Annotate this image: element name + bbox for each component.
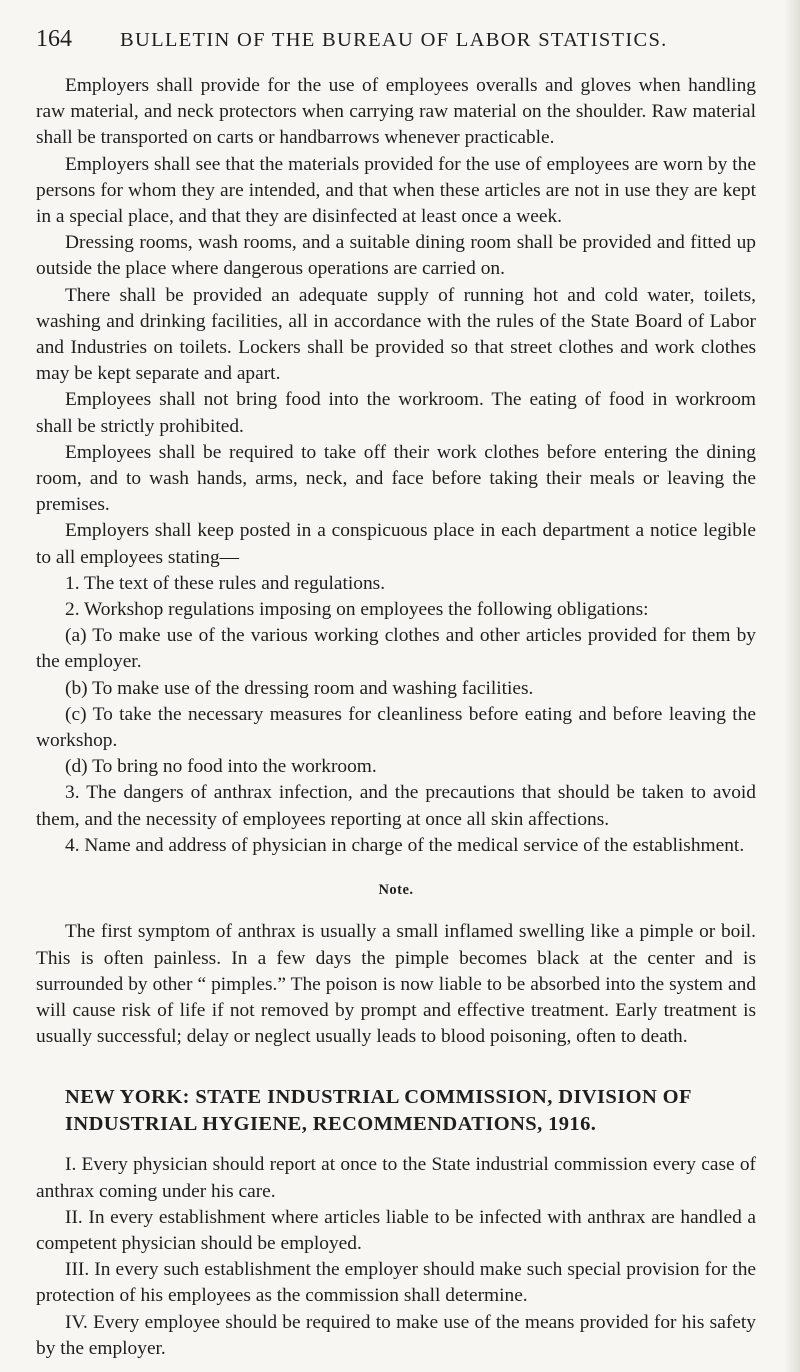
paragraph: Employees shall be required to take off their work clothes before entering the dining room, and to wash hands, arms, neck, and face before taking their meals or leaving the premises. xyxy=(36,441,756,516)
page-number: 164 xyxy=(36,26,72,52)
paragraph: Employers shall keep posted in a conspicuous place in each department a notice legible to all employees stating— xyxy=(36,520,756,568)
recommendation-item: II. In every establishment where articles liable to be infected with anthrax are handled a competent physician should be employed. xyxy=(36,1206,756,1254)
notice-item: (a) To make use of the various working clothes and other articles provided for them by the employer. xyxy=(36,625,756,673)
running-head: BULLETIN OF THE BUREAU OF LABOR STATISTICS. xyxy=(120,29,668,51)
notice-item: 1. The text of these rules and regulations. xyxy=(65,572,386,594)
notice-item: 2. Workshop regulations imposing on employees the following obligations: xyxy=(65,599,649,621)
notice-item: 4. Name and address of physician in charge of the medical service of the establishment. xyxy=(65,834,745,856)
paragraph: Employees shall not bring food into the workroom. The eating of food in workroom shall be strictly prohibited. xyxy=(36,389,756,437)
recommendation-item: IV. Every employee should be required to make use of the means provided for his safety by the employer. xyxy=(36,1311,756,1359)
page-header xyxy=(36,26,756,64)
paragraph: There shall be provided an adequate supply of running hot and cold water, toilets, washing and drinking facilities, all in accordance with the rules of the State Board of Labor and Industries on toilets. Lockers shall be provided so that street clothes and work clothes may be kept separate and apart. xyxy=(36,284,756,385)
note-heading: Note. xyxy=(378,882,414,899)
section-heading-line: INDUSTRIAL HYGIENE, RECOMMENDATIONS, 1916. xyxy=(65,1113,597,1136)
paragraph: Employers shall provide for the use of employees overalls and gloves when handling raw material, and neck protectors when carrying raw material on the shoulder. Raw material shall be transported on carts or handbarrows whenever practicable. xyxy=(36,75,756,149)
section-heading xyxy=(36,1084,756,1138)
notice-item: (d) To bring no food into the workroom. xyxy=(65,756,377,778)
notice-item: (b) To make use of the dressing room and washing facilities. xyxy=(65,677,534,699)
recommendation-item: I. Every physician should report at once to the State industrial commission every case of anthrax coming under his care. xyxy=(36,1154,756,1202)
paragraph: Dressing rooms, wash rooms, and a suitable dining room shall be provided and fitted up outside the place where dangerous operations are carried on. xyxy=(36,232,756,280)
notice-item: (c) To take the necessary measures for cleanliness before eating and before leaving the workshop. xyxy=(36,703,756,752)
section-heading-line: NEW YORK: STATE INDUSTRIAL COMMISSION, DIVISION OF xyxy=(65,1086,692,1109)
notice-item: 3. The dangers of anthrax infection, and the precautions that should be taken to avoid them, and the necessity of employees reporting at once all skin affections. xyxy=(36,782,756,830)
document-page xyxy=(36,26,756,1362)
note-paragraph: The first symptom of anthrax is usually a small inflamed swelling like a pimple or boil. This is often painless. In a few days the pimple becomes black at the center and is surrounded by other “ pimples.” The poison is now liable to be absorbed into the system and will cause risk of life if not removed by prompt and effective treatment. Early treatment is usually successful; delay or neglect usually leads to blood poisoning, often to death. xyxy=(36,921,756,1048)
page-edge-shadow xyxy=(784,0,800,1372)
recommendation-item: III. In every such establishment the employer should make such special provision for the protection of his employees as the commission shall determine. xyxy=(36,1259,756,1307)
paragraph: Employers shall see that the materials provided for the use of employees are worn by the persons for whom they are intended, and that when these articles are not in use they are kept in a special place, and that they are disinfected at least once a week. xyxy=(36,153,756,228)
